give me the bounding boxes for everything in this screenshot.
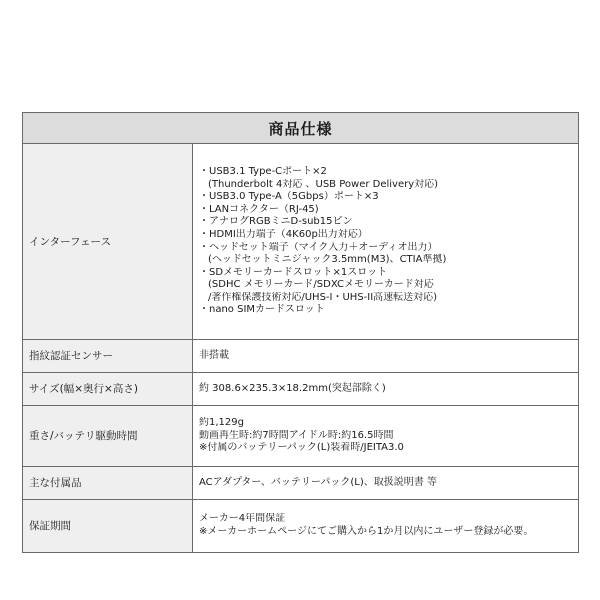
interface-line: (Thunderbolt 4対応 、USB Power Delivery対応) [208, 178, 439, 190]
spec-value-size: 約 308.6×235.3×18.2mm(突起部除く) [193, 373, 579, 406]
spec-value-warranty [193, 500, 579, 553]
interface-line: ・ アナログRGBミニD-sub15ピン [199, 216, 572, 229]
spec-label-weight: 重さ/バッテリ駆動時間 [23, 406, 193, 467]
spec-title-row [23, 113, 579, 144]
spec-value-accessories: ACアダプター、バッテリーパック(L)、取扱説明書 等 [193, 467, 579, 500]
spec-value-interface [193, 144, 579, 340]
spec-row-fingerprint [23, 340, 579, 373]
weight-line: ※付属のバッテリーパック(L)装着時/JEITA3.0 [199, 442, 404, 454]
interface-line: (ヘッドセットミニジャック3.5mm(M3)、CTIA準拠) [208, 254, 447, 266]
interface-line: ・ USB3.0 Type-A（5Gbps）ポート×3 [199, 191, 572, 204]
interface-line: /著作権保護技術対応/UHS-I・UHS-II高速転送対応) [208, 291, 438, 303]
spec-row-accessories [23, 467, 579, 500]
spec-label-fingerprint: 指紋認証センサー [23, 340, 193, 373]
weight-line: 動画再生時:約7時間アイドル時:約16.5時間 [199, 429, 394, 441]
spec-value-weight [193, 406, 579, 467]
spec-label-warranty: 保証期間 [23, 500, 193, 553]
interface-line: ・ ヘッドセット端子（マイク入力＋オーディオ出力） [199, 242, 572, 255]
warranty-line: ※メーカーホームページにてご購入から1か月以内にユーザー登録が必要。 [199, 526, 534, 537]
interface-line: ・ LANコネクター（RJ-45) [199, 204, 572, 217]
spec-row-interface [23, 144, 579, 340]
spec-title: 商品仕様 [23, 113, 579, 144]
interface-line: ・ SDメモリーカードスロット×1スロット [199, 267, 572, 280]
interface-line: ・ HDMI出力端子（4K60p出力対応） [199, 229, 572, 242]
interface-line: (SDHC メモリーカード/SDXCメモリーカード対応 [208, 279, 434, 291]
spec-table [22, 112, 579, 553]
interface-line: ・ nano SIMカードスロット [199, 304, 572, 317]
interface-line: ・ USB3.1 Type-Cポート×2 [199, 166, 572, 179]
spec-label-size: サイズ(幅×奥行×高さ) [23, 373, 193, 406]
weight-line: 約1,129g [199, 417, 244, 429]
spec-label-interface: インターフェース [23, 144, 193, 340]
spec-row-size [23, 373, 579, 406]
warranty-line: メーカー4年間保証 [199, 513, 286, 525]
spec-row-warranty [23, 500, 579, 553]
spec-label-accessories: 主な付属品 [23, 467, 193, 500]
spec-value-fingerprint: 非搭載 [193, 340, 579, 373]
spec-row-weight [23, 406, 579, 467]
